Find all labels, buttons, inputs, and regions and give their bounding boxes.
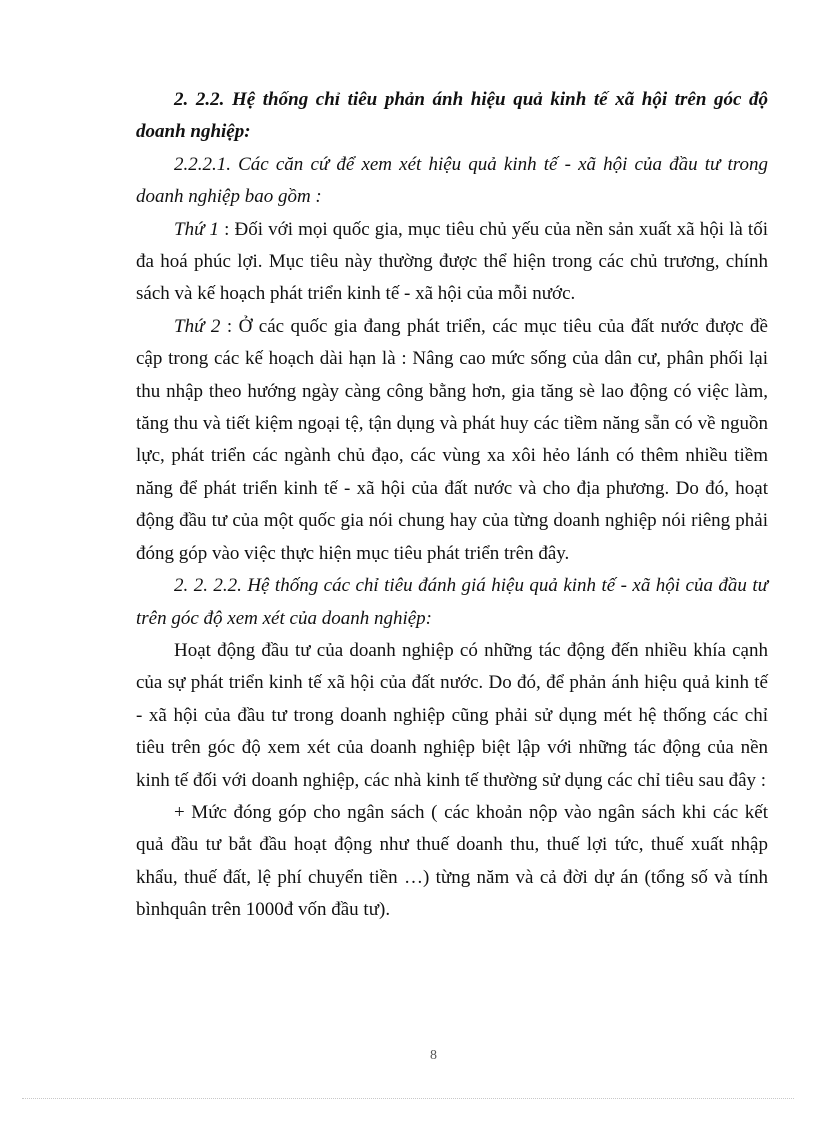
section-heading [136,84,768,149]
subsection-2-paragraph: Hoạt động đầu tư của doanh nghiệp có những tác động đến nhiều khía cạnh của sự phát triển kinh tế xã hội của đất nước. Do đó, để phản ánh hiệu quả kinh tế - xã hội của đầu tư trong doanh nghiệp cũng phải sử dụng mét hệ thống các chỉ tiêu trên góc độ xem xét của doanh nghiệp biệt lập với những tác động của nền kinh tế đối với doanh nghiệp, các nhà kinh tế thường sử dụng các chỉ tiêu sau đây : [136,639,768,791]
subsection-1-item-2 [136,311,768,570]
page-number: 8 [430,1048,437,1063]
subsection-1-heading: 2.2.2.1. Các căn cứ để xem xét hiệu quả kinh tế - xã hội của đầu tư trong doanh nghiệp bao gồm : [136,153,768,208]
item-1-label: Thứ 1 [174,218,220,240]
item-2-label: Thứ 2 [174,315,221,337]
section-heading-text: Hệ thống chỉ tiêu phản ánh hiệu quả kinh tế xã hội trên góc độ doanh nghiệp: [136,89,769,143]
item-2-text: : Ở các quốc gia đang phát triển, các mục tiêu của đất nước được đề cập trong các kế hoạch dài hạn là : Nâng cao mức sống của dân cư, phân phối lại thu nhập theo hướng ngày càng công bằng hơn, gia tăng sè lao động có việc làm, tăng thu và tiết kiệm ngoại tệ, tận dụng và phát huy các tiềm năng sẵn có về nguồn lực, phát triển các ngành chủ đạo, các vùng xa xôi hẻo lánh có thêm nhiều tiềm năng để phát triển kinh tế - xã hội của đất nước và cho địa phương. Do đó, hoạt động đầu tư của một quốc gia nói chung hay của từng doanh nghiệp nói riêng phải đóng góp vào việc thực hiện mục tiêu phát triển trên đây. [136,315,768,564]
section-heading-number: 2. 2.2. [174,89,225,110]
subsection-2-heading: 2. 2. 2.2. Hệ thống các chỉ tiêu đánh giá hiệu quả kinh tế - xã hội của đầu tư trên góc độ xem xét của doanh nghiệp: [136,575,768,629]
document-body [136,84,768,927]
subsection-2-bullet: + Mức đóng góp cho ngân sách ( các khoản nộp vào ngân sách khi các kết quả đầu tư bắt đầu hoạt động như thuế doanh thu, thuế lợi tức, thuế xuất nhập khẩu, thuế đất, lệ phí chuyển tiền …) từng năm và cả đời dự án (tổng số và tính bìnhquân trên 1000đ vốn đầu tư). [136,801,768,921]
subsection-1-item-1 [136,214,768,311]
footer-divider [22,1098,794,1099]
item-1-text: : Đối với mọi quốc gia, mục tiêu chủ yếu của nền sản xuất xã hội là tối đa hoá phúc lợi. Mục tiêu này thường được thể hiện trong các chủ trương, chính sách và kế hoạch phát triển kinh tế - xã hội của mỗi nước. [136,218,768,305]
